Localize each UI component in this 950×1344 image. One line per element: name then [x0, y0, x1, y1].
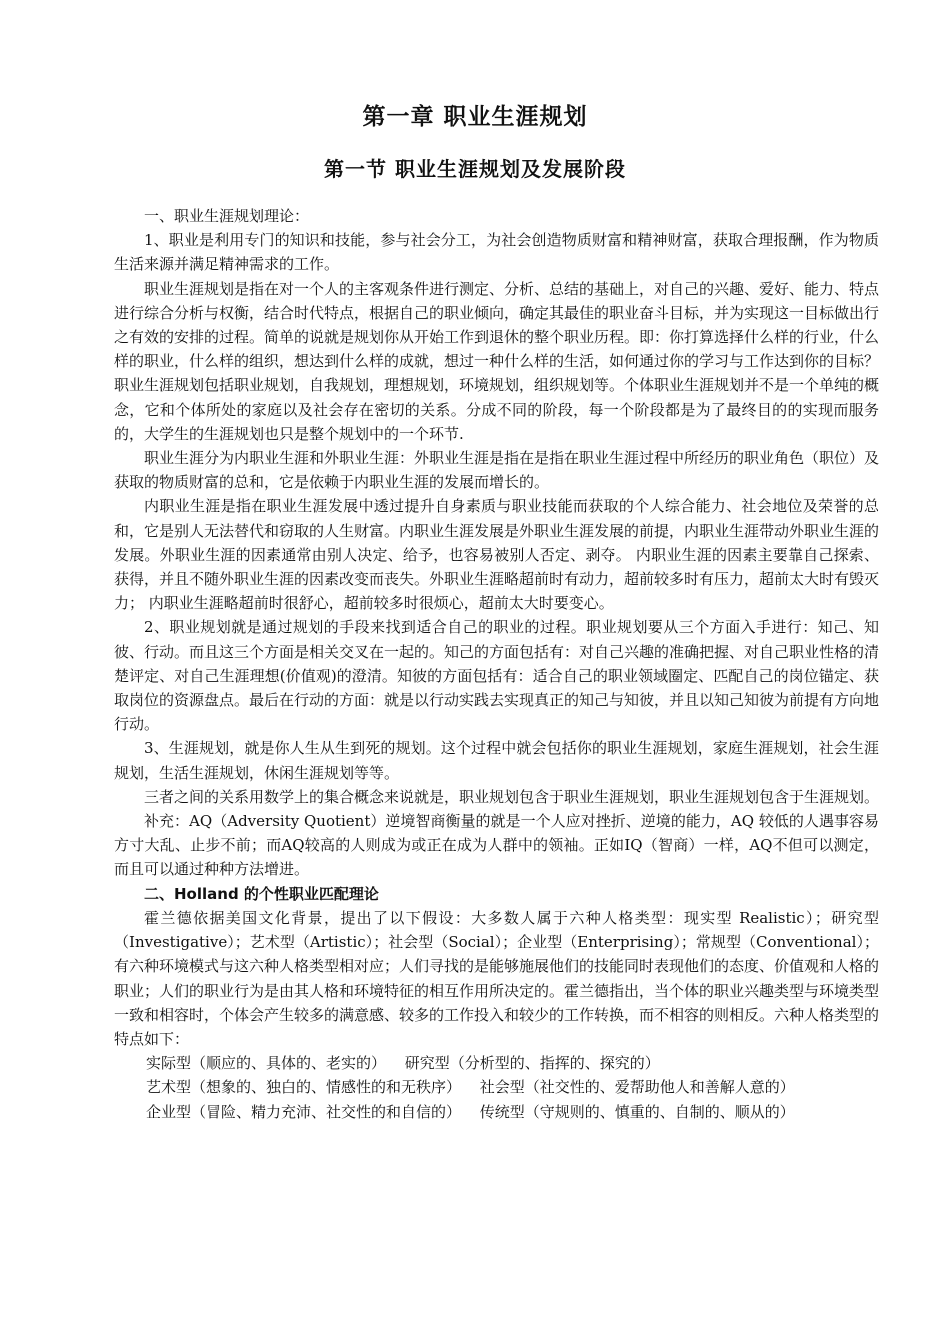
type-enterprising: 企业型（冒险、精力充沛、社交性的和自信的） [146, 1102, 462, 1121]
section-title: 第一节 职业生涯规划及发展阶段 [324, 157, 626, 181]
type-investigative: 研究型（分析型的、指挥的、探究的） [404, 1054, 660, 1073]
paragraph-outer-career: 职业生涯分为内职业生涯和外职业生涯：外职业生涯是指在是指在职业生涯过程中所经历的职业角色（职位）及获取的物质财富的总和，它是依赖于内职业生涯的发展而增长的。 [114, 449, 880, 492]
paragraph-relationship: 三者之间的关系用数学上的集合概念来说就是，职业规划包含于职业生涯规划，职业生涯规划包含于生涯规划。 [144, 787, 880, 806]
chapter-title: 第一章 职业生涯规划 [362, 104, 588, 130]
types-row [114, 1051, 879, 1075]
types-row [114, 1075, 879, 1099]
paragraph-holland: 霍兰德依据美国文化背景，提出了以下假设：大多数人属于六种人格类型：现实型 Realistic）；研究型（Investigative）；艺术型（Artistic）；社会型（Social）；企业型（Enterprising）；常规型（Conventional）；有六种环境模式与这六种人格类型相对应；人们寻找的是能够施展他们的技能同时表现他们的态度、价值观和人格的职业；人们的职业行为是由其人格和环境特征的相互作用所决定的。霍兰德指出，当个体的职业兴趣类型与环境类型一致和相容时，个体会产生较多的满意感、较多的工作投入和较少的工作转换，而不相容的则相反。六种人格类型的特点如下： [114, 908, 880, 1048]
type-conventional: 传统型（守规则的、慎重的、自制的、顺从的） [479, 1102, 795, 1121]
paragraph-aq-supplement: 补充：AQ（Adversity Quotient）逆境智商衡量的就是一个人应对挫折、逆境的能力，AQ 较低的人遇事容易方寸大乱、止步不前；而AQ较高的人则成为或正在成为人群中的领袖。正如IQ（智商）一样，AQ不但可以测定，而且可以通过种种方法增进。 [114, 812, 879, 879]
types-row [114, 1100, 879, 1124]
heading-theory: 一、职业生涯规划理论： [144, 207, 310, 225]
document-body [114, 204, 879, 1124]
paragraph-career-definition: 1、职业是利用专门的知识和技能，参与社会分工，为社会创造物质财富和精神财富，获取合理报酬，作为物质生活来源并满足精神需求的工作。 [114, 231, 879, 274]
paragraph-career-planning: 职业生涯规划是指在对一个人的主客观条件进行测定、分析、总结的基础上，对自己的兴趣、爱好、能力、特点进行综合分析与权衡，结合时代特点，根据自己的职业倾向，确定其最佳的职业奋斗目标，并为实现这一目标做出行之有效的安排的过程。简单的说就是规划你从开始工作到退休的整个职业历程。即：你打算选择什么样的行业，什么样的职业，什么样的组织，想达到什么样的成就，想过一种什么样的生活，如何通过你的学习与工作达到你的目标？职业生涯规划包括职业规划，自我规划，理想规划，环境规划，组织规划等。个体职业生涯规划并不是一个单纯的概念，它和个体所处的家庭以及社会存在密切的关系。分成不同的阶段，每一个阶段都是为了最终目的的实现而服务的，大学生的生涯规划也只是整个规划中的一个环节. [114, 279, 880, 443]
paragraph-inner-career: 内职业生涯是指在职业生涯发展中透过提升自身素质与职业技能而获取的个人综合能力、社会地位及荣誉的总和，它是别人无法替代和窃取的人生财富。内职业生涯发展是外职业生涯发展的前提，内职业生涯带动外职业生涯的发展。外职业生涯的因素通常由别人决定、给予，也容易被别人否定、剥夺。 内职业生涯的因素主要靠自己探索、获得，并且不随外职业生涯的因素改变而丧失。外职业生涯略超前时有动力，超前较多时有压力，超前太大时有毁灭力； 内职业生涯略超前时很舒心，超前较多时很烦心，超前太大时要变心。 [114, 497, 880, 613]
type-artistic: 艺术型（想象的、独白的、情感性的和无秩序） [146, 1078, 462, 1097]
personality-types-list [114, 1051, 879, 1124]
heading-holland: 二、Holland 的个性职业匹配理论 [144, 884, 379, 903]
paragraph-life-planning: 3、生涯规划，就是你人生从生到死的规划。这个过程中就会包括你的职业生涯规划，家庭生涯规划，社会生涯规划，生活生涯规划，休闲生涯规划等等。 [114, 739, 879, 782]
type-social: 社会型（社交性的、爱帮助他人和善解人意的） [479, 1078, 795, 1097]
paragraph-job-planning: 2、职业规划就是通过规划的手段来找到适合自己的职业的过程。职业规划要从三个方面入手进行：知己、知彼、行动。而且这三个方面是相关交叉在一起的。知己的方面包括有：对自己兴趣的准确把握、对自己职业性格的清楚评定、对自己生涯理想(价值观)的澄清。知彼的方面包括有：适合自己的职业领域圈定、匹配自己的岗位锚定、获取岗位的资源盘点。最后在行动的方面：就是以行动实践去实现真正的知己与知彼，并且以知己知彼为前提有方向地行动。 [114, 618, 880, 734]
type-realistic: 实际型（顺应的、具体的、老实的） [146, 1054, 387, 1073]
